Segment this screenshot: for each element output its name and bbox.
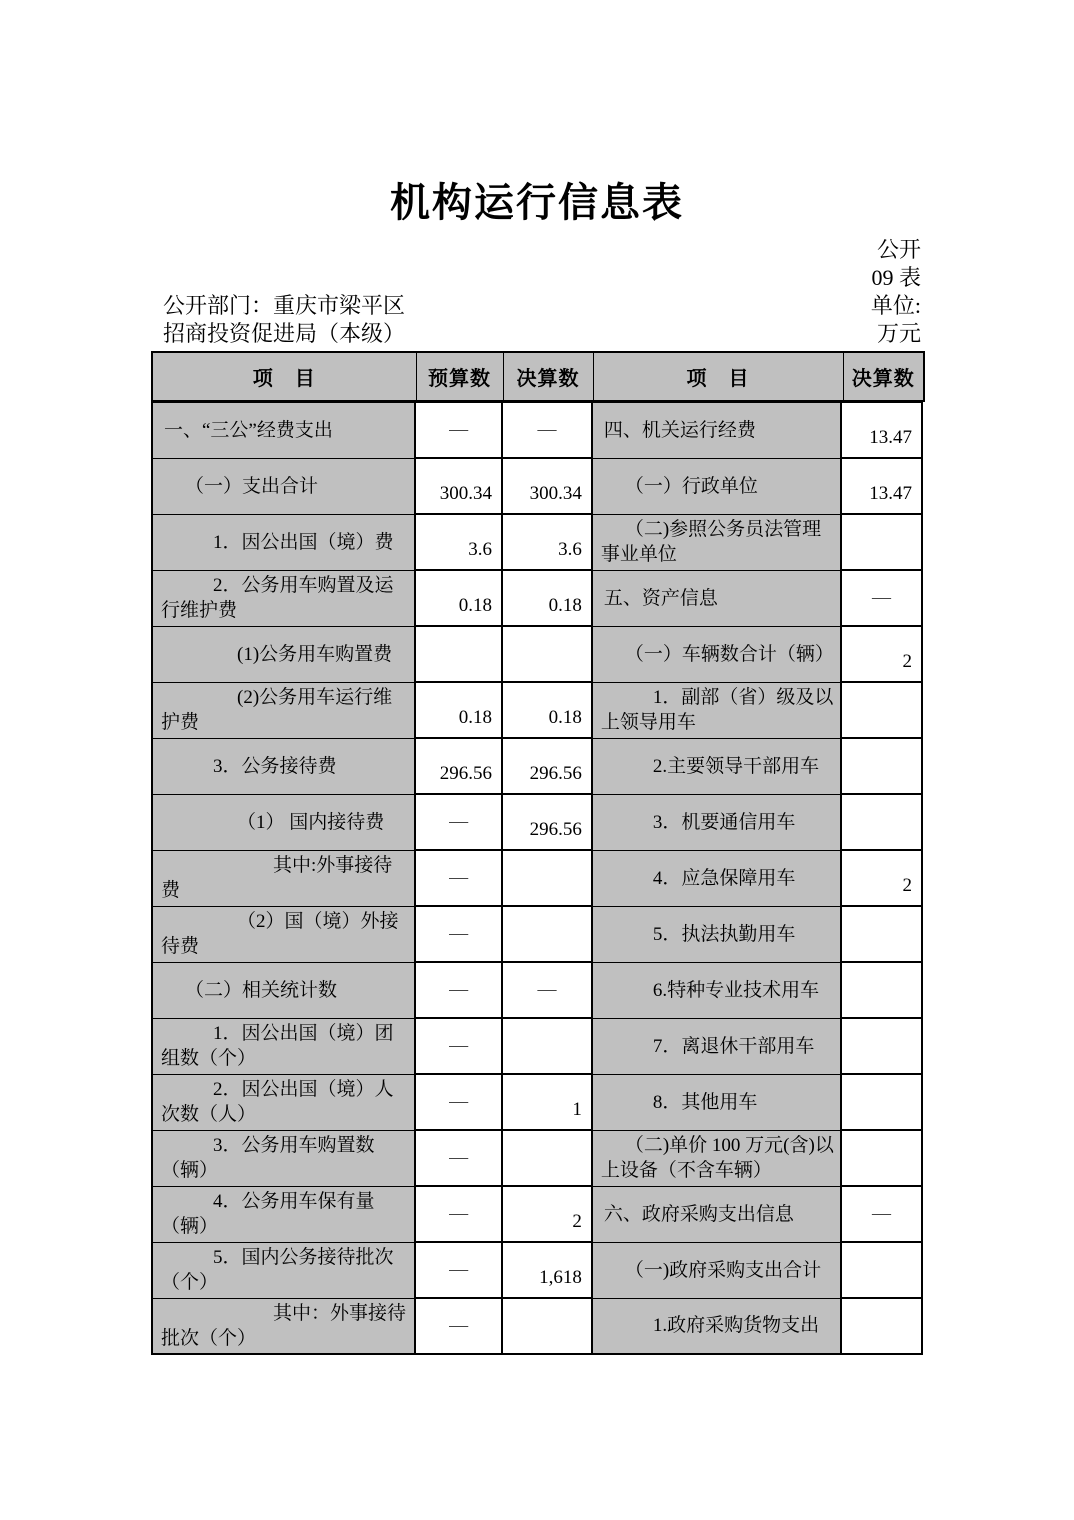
final-cell: 0.18 <box>502 682 592 738</box>
row-label: 一、“三公”经费支出 <box>152 402 415 458</box>
budget-cell: 296.56 <box>415 738 502 794</box>
row-label: （2）国（境）外接待费 <box>152 906 415 962</box>
budget-cell: 0.18 <box>415 682 502 738</box>
table-row <box>152 626 592 682</box>
final-cell <box>502 1018 592 1074</box>
header-item-right: 项 目 <box>593 352 843 401</box>
budget-cell: — <box>415 1074 502 1130</box>
header-final-left: 决算数 <box>503 352 593 401</box>
row-label: 3．公务接待费 <box>152 738 415 794</box>
final-cell: 2 <box>841 850 922 906</box>
row-label: （一）车辆数合计（辆） <box>592 626 841 682</box>
budget-cell: — <box>415 1186 502 1242</box>
budget-cell: 300.34 <box>415 458 502 514</box>
table-row <box>592 1298 922 1354</box>
table-row <box>592 682 922 738</box>
info-table <box>151 351 923 1355</box>
table-row <box>152 402 592 458</box>
budget-cell: — <box>415 1130 502 1186</box>
final-cell <box>841 1130 922 1186</box>
table-row <box>592 1074 922 1130</box>
final-cell: — <box>841 1186 922 1242</box>
final-cell <box>502 626 592 682</box>
final-cell <box>841 906 922 962</box>
table-row <box>592 458 922 514</box>
table-row <box>592 1186 922 1242</box>
row-label: 8．其他用车 <box>592 1074 841 1130</box>
final-cell: 2 <box>841 626 922 682</box>
budget-cell: — <box>415 1242 502 1298</box>
row-label: （1） 国内接待费 <box>152 794 415 850</box>
final-cell <box>841 1018 922 1074</box>
row-label: （一）支出合计 <box>152 458 415 514</box>
table-row <box>592 514 922 570</box>
budget-cell: — <box>415 402 502 458</box>
final-cell: 300.34 <box>502 458 592 514</box>
row-label: 2.主要领导干部用车 <box>592 738 841 794</box>
table-row <box>152 1074 592 1130</box>
table-row <box>152 906 592 962</box>
row-label: （二)单价 100 万元(含)以上设备（不含车辆） <box>592 1130 841 1186</box>
department-block <box>151 292 405 348</box>
row-label: 6.特种专业技术用车 <box>592 962 841 1018</box>
final-cell <box>841 1298 922 1354</box>
final-cell: 0.18 <box>502 570 592 626</box>
budget-cell <box>415 626 502 682</box>
table-row <box>152 850 592 906</box>
table-row <box>592 850 922 906</box>
table-row <box>592 626 922 682</box>
final-cell <box>502 850 592 906</box>
final-cell: 2 <box>502 1186 592 1242</box>
final-cell <box>502 1130 592 1186</box>
table-row <box>592 906 922 962</box>
final-cell: 13.47 <box>841 458 922 514</box>
header-final-right: 决算数 <box>843 352 924 401</box>
table-row <box>152 794 592 850</box>
row-label: 1.政府采购货物支出 <box>592 1298 841 1354</box>
table-row <box>152 1186 592 1242</box>
page-title: 机构运行信息表 <box>390 180 684 225</box>
table-row <box>592 1242 922 1298</box>
final-cell: — <box>502 402 592 458</box>
header-budget: 预算数 <box>416 352 503 401</box>
row-label: 六、政府采购支出信息 <box>592 1186 841 1242</box>
header-item-left: 项 目 <box>152 352 416 401</box>
final-cell <box>841 962 922 1018</box>
final-cell <box>841 514 922 570</box>
final-cell <box>841 682 922 738</box>
final-cell: — <box>502 962 592 1018</box>
department-line-2: 招商投资促进局（本级） <box>163 321 406 346</box>
row-label: 3．公务用车购置数（辆） <box>152 1130 415 1186</box>
final-cell: 296.56 <box>502 738 592 794</box>
meta-block <box>151 236 923 348</box>
table-row <box>152 1298 592 1354</box>
budget-cell: — <box>415 850 502 906</box>
unit-label: 单位: <box>870 293 921 318</box>
row-label: 4．公务用车保有量（辆） <box>152 1186 415 1242</box>
budget-cell: — <box>415 1298 502 1354</box>
form-number-line-1: 公开 <box>876 237 921 262</box>
final-cell <box>841 1074 922 1130</box>
table-header-row <box>151 351 925 402</box>
table-row <box>152 1242 592 1298</box>
row-label: 4．应急保障用车 <box>592 850 841 906</box>
table-row <box>152 458 592 514</box>
table-row <box>152 1130 592 1186</box>
final-cell <box>502 906 592 962</box>
row-label: 其中：外事接待批次（个） <box>152 1298 415 1354</box>
table-row <box>592 570 922 626</box>
final-cell <box>841 1242 922 1298</box>
final-cell <box>841 794 922 850</box>
budget-cell: 0.18 <box>415 570 502 626</box>
table-row <box>152 738 592 794</box>
table-row <box>592 794 922 850</box>
table-body <box>151 401 923 1355</box>
table-row <box>592 402 922 458</box>
table-row <box>592 1130 922 1186</box>
row-label: 2．因公出国（境）人次数（人） <box>152 1074 415 1130</box>
row-label: 7．离退休干部用车 <box>592 1018 841 1074</box>
form-unit-block <box>871 236 923 348</box>
row-label: 5．国内公务接待批次（个） <box>152 1242 415 1298</box>
row-label: （一）行政单位 <box>592 458 841 514</box>
row-label: (1)公务用车购置费 <box>152 626 415 682</box>
table-row <box>592 738 922 794</box>
table-row <box>152 682 592 738</box>
table-row <box>152 570 592 626</box>
final-cell: 1 <box>502 1074 592 1130</box>
row-label: 其中:外事接待费 <box>152 850 415 906</box>
right-subtable <box>591 401 923 1355</box>
final-cell: 13.47 <box>841 402 922 458</box>
final-cell: — <box>841 570 922 626</box>
budget-cell: — <box>415 1018 502 1074</box>
table-row <box>152 962 592 1018</box>
table-row <box>592 1018 922 1074</box>
unit-value: 万元 <box>876 321 921 346</box>
form-number-line-2: 09 表 <box>871 265 921 290</box>
row-label: 1．因公出国（境）费 <box>152 514 415 570</box>
table-row <box>152 514 592 570</box>
final-cell: 3.6 <box>502 514 592 570</box>
left-subtable <box>151 401 593 1355</box>
table-row <box>152 1018 592 1074</box>
final-cell <box>502 1298 592 1354</box>
table-row <box>592 962 922 1018</box>
row-label: (2)公务用车运行维护费 <box>152 682 415 738</box>
budget-cell: — <box>415 906 502 962</box>
row-label: 3．机要通信用车 <box>592 794 841 850</box>
row-label: （二）相关统计数 <box>152 962 415 1018</box>
final-cell: 1,618 <box>502 1242 592 1298</box>
row-label: 5．执法执勤用车 <box>592 906 841 962</box>
final-cell: 296.56 <box>502 794 592 850</box>
row-label: （二)参照公务员法管理事业单位 <box>592 514 841 570</box>
budget-cell: — <box>415 962 502 1018</box>
row-label: 1．因公出国（境）团组数（个） <box>152 1018 415 1074</box>
row-label: 五、资产信息 <box>592 570 841 626</box>
final-cell <box>841 738 922 794</box>
budget-cell: — <box>415 794 502 850</box>
row-label: （一)政府采购支出合计 <box>592 1242 841 1298</box>
budget-cell: 3.6 <box>415 514 502 570</box>
row-label: 2．公务用车购置及运行维护费 <box>152 570 415 626</box>
department-line-1: 公开部门：重庆市梁平区 <box>163 293 406 318</box>
row-label: 1．副部（省）级及以上领导用车 <box>592 682 841 738</box>
row-label: 四、机关运行经费 <box>592 402 841 458</box>
